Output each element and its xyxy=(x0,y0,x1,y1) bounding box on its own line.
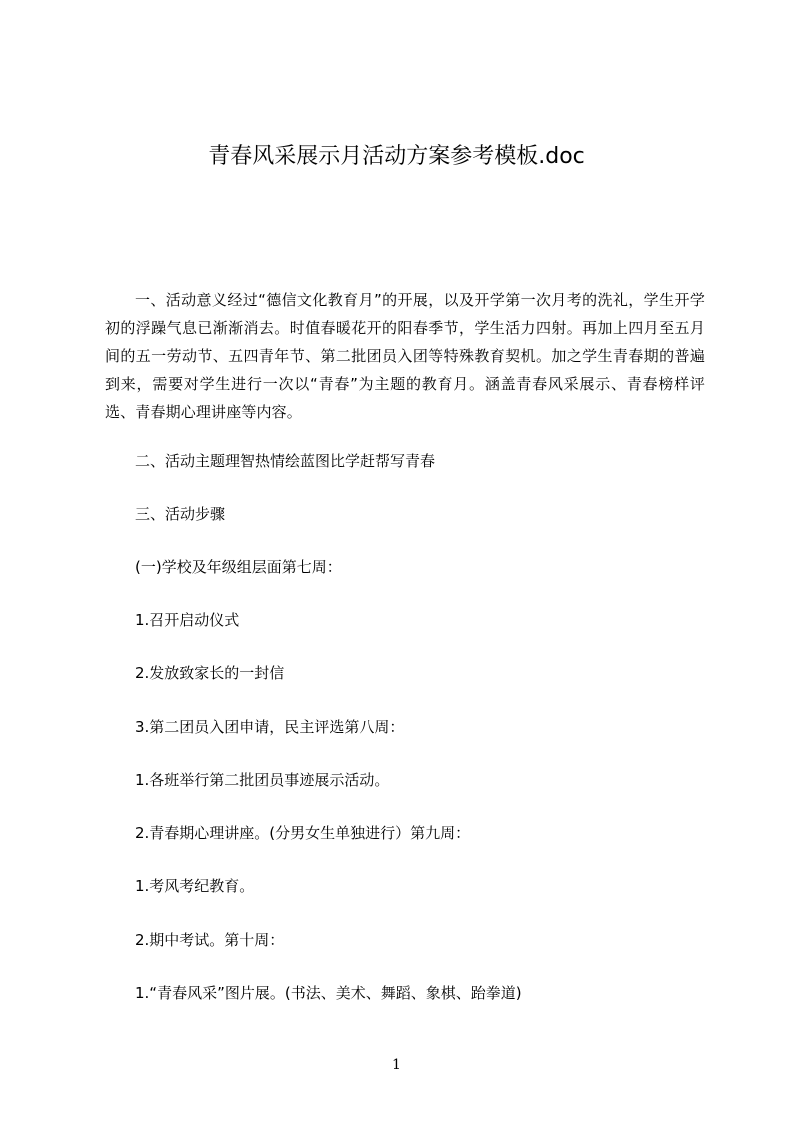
paragraph-item: 1.召开启动仪式 xyxy=(135,611,240,629)
page-number: 1 xyxy=(392,1057,401,1073)
document-title: 青春风采展示月活动方案参考模板.doc xyxy=(208,144,585,169)
paragraph-item: 1.考风考纪教育。 xyxy=(135,877,255,895)
paragraph-item: 1.“青春风采”图片展。(书法、美术、舞蹈、象棋、跆拳道) xyxy=(135,984,522,1002)
paragraph-item: 2.发放致家长的一封信 xyxy=(135,664,285,682)
paragraph-activity-meaning: 一、活动意义经过“德信文化教育月”的开展，以及开学第一次月考的洗礼，学生开学初的浮躁气息已渐渐消去。时值春暖花开的阳春季节，学生活力四射。再加上四月至五月间的五一劳动节、五四青年节、第二批团员入团等特殊教育契机。加之学生青春期的普遍到来，需要对学生进行一次以“青春”为主题的教育月。涵盖青春风采展示、青春榜样评选、青春期心理讲座等内容。 xyxy=(105,291,705,421)
paragraph-item: 2.期中考试。第十周： xyxy=(135,931,285,949)
paragraph-activity-steps: 三、活动步骤 xyxy=(135,505,226,523)
paragraph-school-week-seven: (一)学校及年级组层面第七周： xyxy=(135,558,342,576)
paragraph-item: 2.青春期心理讲座。(分男女生单独进行）第九周： xyxy=(135,824,471,842)
paragraph-item: 1.各班举行第二批团员事迹展示活动。 xyxy=(135,771,390,789)
paragraph-activity-theme: 二、活动主题理智热情绘蓝图比学赶帮写青春 xyxy=(135,452,436,470)
paragraph-item: 3.第二团员入团申请，民主评选第八周： xyxy=(135,718,405,736)
